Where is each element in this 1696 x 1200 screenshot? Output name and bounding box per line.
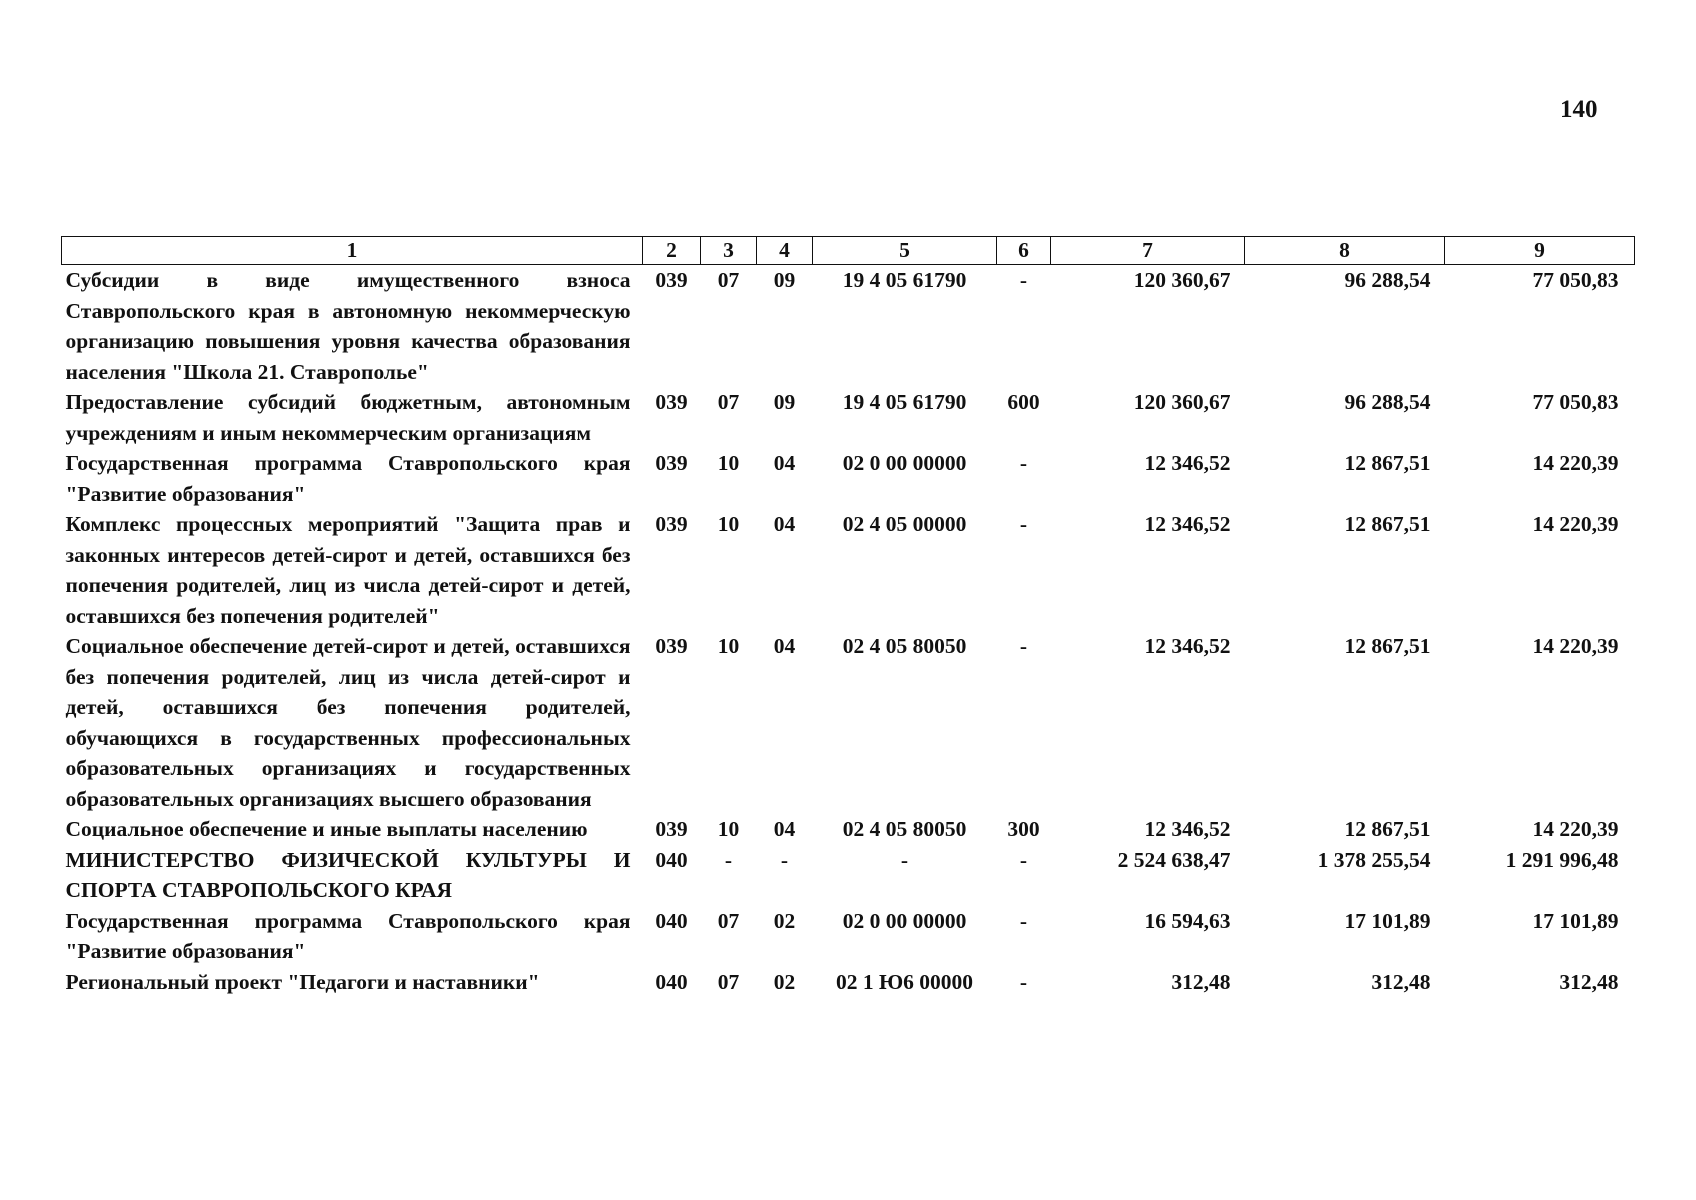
table-header — [62, 237, 1635, 265]
header-col-7: 7 — [1051, 237, 1245, 265]
budget-table — [61, 236, 1635, 997]
row-amount-8: 1 378 255,54 — [1317, 847, 1431, 872]
row-amount-7: 16 594,63 — [1144, 908, 1231, 933]
table-row — [62, 906, 1635, 967]
row-subsection-code: 04 — [773, 817, 796, 841]
row-subsection-code: 02 — [773, 908, 796, 933]
header-col-9: 9 — [1445, 237, 1635, 265]
row-expense-type: - — [1019, 634, 1028, 658]
row-name: Предоставление субсидий бюджетным, автономным учреждениям и иным некоммерческим организациям — [65, 390, 631, 445]
row-name: Социальное обеспечение детей-сирот и детей, оставшихся без попечения родителей, лиц из числа детей-сирот и детей, оставшихся без попечения родителей, обучающихся в государственных профессиональных образовательных организациях и государственных образовательных организациях высшего образования — [65, 634, 631, 811]
row-expense-type: - — [1019, 908, 1028, 933]
row-expense-type: - — [1019, 969, 1028, 994]
row-amount-7: 2 524 638,47 — [1117, 847, 1231, 872]
row-ministry-code: 039 — [655, 634, 688, 658]
row-ministry-code: 039 — [655, 390, 688, 414]
row-expense-type: 300 — [1007, 817, 1040, 841]
row-section-code: 10 — [717, 512, 740, 536]
row-expense-type: - — [1019, 451, 1028, 475]
row-subsection-code: 09 — [773, 268, 796, 292]
header-col-6: 6 — [997, 237, 1051, 265]
row-target-code: - — [900, 847, 909, 872]
header-col-2: 2 — [643, 237, 701, 265]
row-target-code: 02 4 05 00000 — [842, 512, 967, 536]
row-name: Социальное обеспечение и иные выплаты населению — [65, 817, 588, 841]
row-expense-type: - — [1019, 512, 1028, 536]
row-amount-9: 312,48 — [1559, 969, 1619, 994]
row-ministry-code: 040 — [655, 908, 688, 933]
row-expense-type: 600 — [1007, 390, 1040, 414]
row-amount-8: 12 867,51 — [1344, 634, 1431, 658]
row-amount-7: 12 346,52 — [1144, 817, 1231, 841]
row-target-code: 19 4 05 61790 — [842, 268, 967, 292]
header-col-4: 4 — [757, 237, 813, 265]
row-subsection-code: 04 — [773, 512, 796, 536]
row-amount-9: 77 050,83 — [1532, 268, 1619, 292]
row-ministry-code: 039 — [655, 817, 688, 841]
row-section-code: 10 — [717, 817, 740, 841]
table-row — [62, 845, 1635, 906]
row-amount-9: 1 291 996,48 — [1505, 847, 1619, 872]
row-target-code: 02 0 00 00000 — [842, 451, 967, 475]
table-row — [62, 967, 1635, 998]
row-subsection-code: - — [780, 847, 789, 872]
row-amount-9: 14 220,39 — [1532, 512, 1619, 536]
row-amount-8: 12 867,51 — [1344, 817, 1431, 841]
header-col-5: 5 — [813, 237, 997, 265]
row-subsection-code: 02 — [773, 969, 796, 994]
table-row — [62, 631, 1635, 814]
row-ministry-code: 040 — [655, 969, 688, 994]
row-amount-8: 96 288,54 — [1344, 268, 1431, 292]
row-name: Государственная программа Ставропольского края "Развитие образования" — [65, 451, 631, 506]
row-amount-8: 17 101,89 — [1344, 908, 1431, 933]
row-ministry-code: 039 — [655, 512, 688, 536]
row-name: Субсидии в виде имущественного взноса Ставропольского края в автономную некоммерческую организацию повышения уровня качества образования населения "Школа 21. Ставрополье" — [65, 268, 631, 384]
row-target-code: 02 0 00 00000 — [842, 908, 967, 933]
row-subsection-code: 04 — [773, 451, 796, 475]
row-target-code: 02 4 05 80050 — [842, 634, 967, 658]
row-amount-8: 96 288,54 — [1344, 390, 1431, 414]
row-ministry-code: 039 — [655, 451, 688, 475]
table-row — [62, 448, 1635, 509]
table-row — [62, 265, 1635, 388]
row-subsection-code: 04 — [773, 634, 796, 658]
row-amount-8: 12 867,51 — [1344, 512, 1431, 536]
row-name: Комплекс процессных мероприятий "Защита прав и законных интересов детей-сирот и детей, оставшихся без попечения родителей, лиц из числа детей-сирот и детей, оставшихся без попечения родителей" — [65, 512, 631, 628]
row-target-code: 02 1 Ю6 00000 — [835, 969, 974, 994]
row-amount-8: 12 867,51 — [1344, 451, 1431, 475]
row-amount-7: 120 360,67 — [1133, 390, 1231, 414]
row-amount-7: 312,48 — [1171, 969, 1231, 994]
row-amount-9: 14 220,39 — [1532, 451, 1619, 475]
row-amount-9: 77 050,83 — [1532, 390, 1619, 414]
row-amount-7: 120 360,67 — [1133, 268, 1231, 292]
row-amount-9: 14 220,39 — [1532, 634, 1619, 658]
row-expense-type: - — [1019, 268, 1028, 292]
row-section-code: - — [724, 847, 733, 872]
header-row — [62, 237, 1635, 265]
row-amount-7: 12 346,52 — [1144, 634, 1231, 658]
row-target-code: 19 4 05 61790 — [842, 390, 967, 414]
row-subsection-code: 09 — [773, 390, 796, 414]
table-row — [62, 814, 1635, 845]
row-section-code: 07 — [717, 268, 740, 292]
header-col-8: 8 — [1245, 237, 1445, 265]
row-amount-7: 12 346,52 — [1144, 451, 1231, 475]
row-amount-8: 312,48 — [1371, 969, 1431, 994]
row-section-code: 10 — [717, 451, 740, 475]
row-ministry-code: 039 — [655, 268, 688, 292]
table-body — [62, 265, 1635, 998]
table-row — [62, 387, 1635, 448]
row-section-code: 07 — [717, 908, 740, 933]
row-amount-9: 14 220,39 — [1532, 817, 1619, 841]
row-amount-7: 12 346,52 — [1144, 512, 1231, 536]
row-section-code: 10 — [717, 634, 740, 658]
header-col-1: 1 — [62, 237, 643, 265]
table-row — [62, 509, 1635, 631]
row-amount-9: 17 101,89 — [1532, 908, 1619, 933]
header-col-3: 3 — [701, 237, 757, 265]
row-ministry-code: 040 — [655, 847, 688, 872]
row-name: МИНИСТЕРСТВО ФИЗИЧЕСКОЙ КУЛЬТУРЫ И СПОРТА СТАВРОПОЛЬСКОГО КРАЯ — [65, 847, 631, 902]
row-section-code: 07 — [717, 969, 740, 994]
row-target-code: 02 4 05 80050 — [842, 817, 967, 841]
page-number: 140 — [1560, 96, 1598, 123]
row-name: Региональный проект "Педагоги и наставники" — [65, 969, 540, 994]
row-name: Государственная программа Ставропольского края "Развитие образования" — [65, 908, 631, 963]
row-section-code: 07 — [717, 390, 740, 414]
row-expense-type: - — [1019, 847, 1028, 872]
